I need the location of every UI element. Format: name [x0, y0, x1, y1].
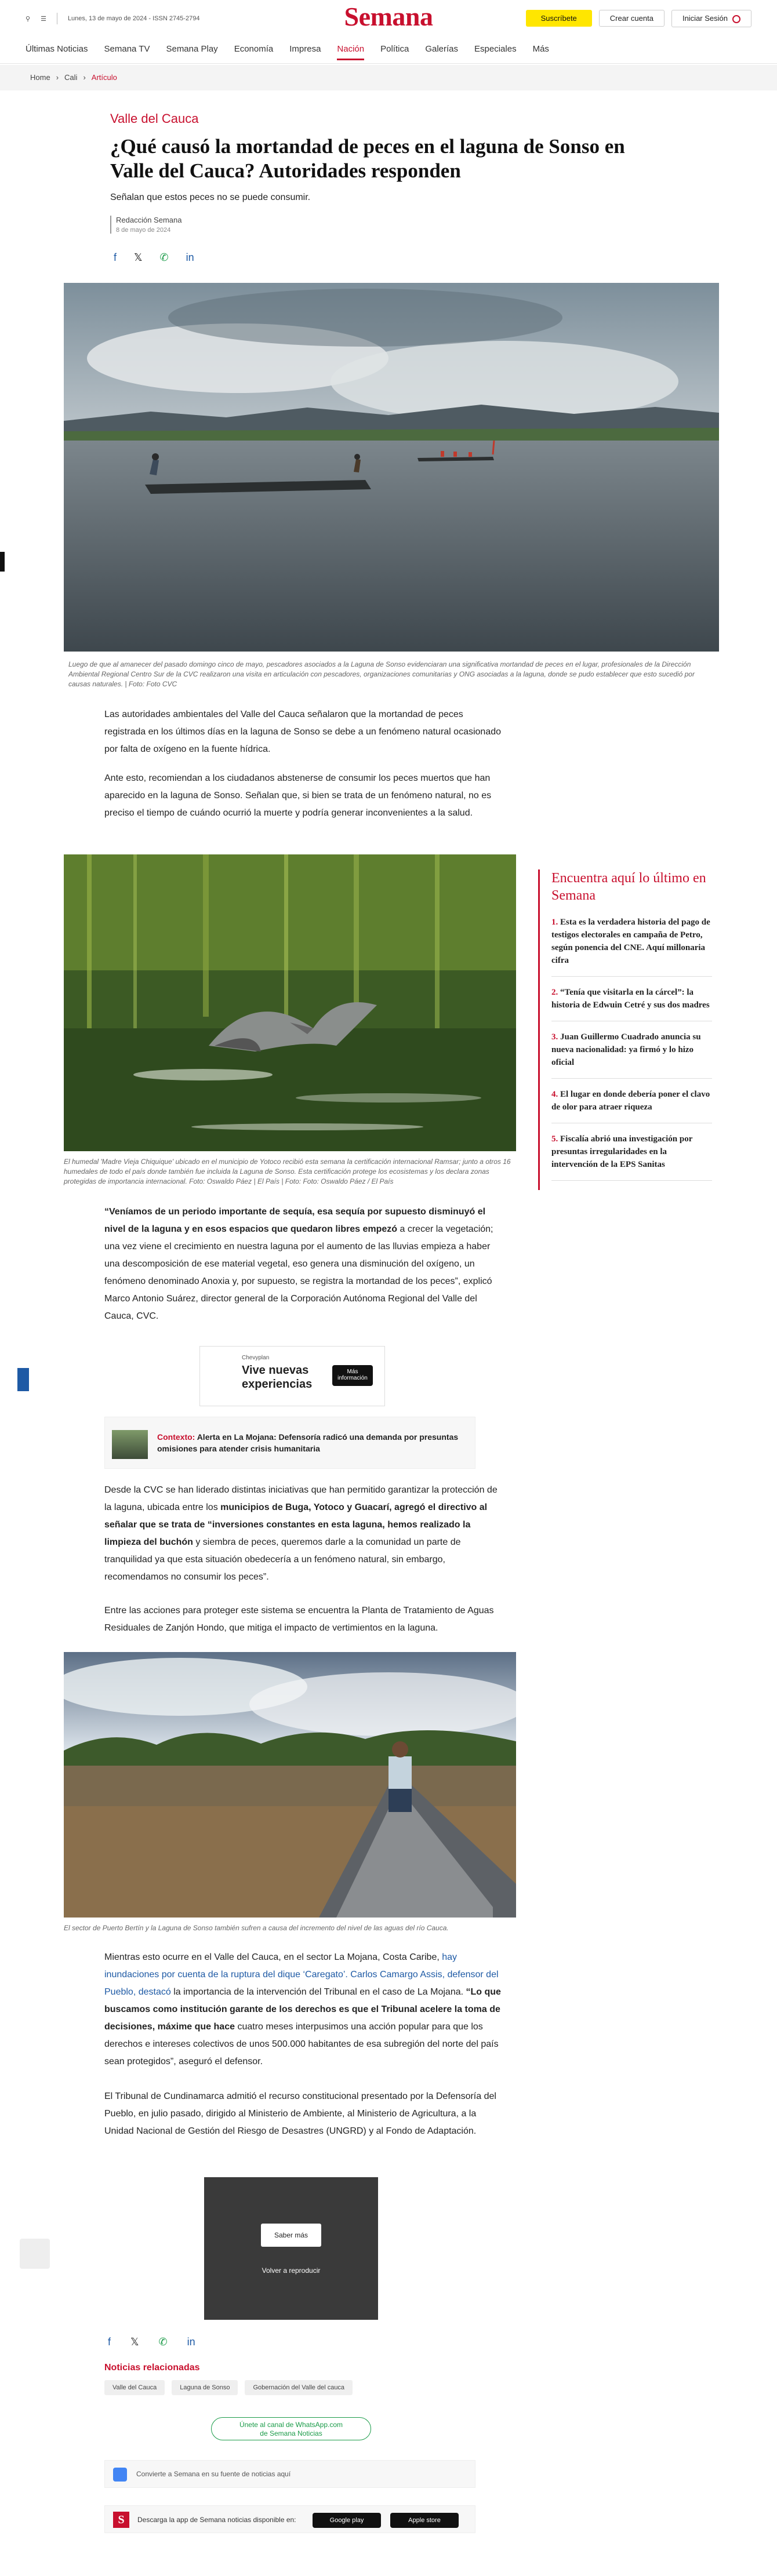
chevron-right-icon: › [56, 73, 59, 82]
section-label[interactable]: Valle del Cauca [110, 111, 199, 126]
nav-item[interactable]: Galerías [425, 44, 459, 54]
context-text [157, 1431, 459, 1454]
login-button[interactable] [671, 10, 751, 27]
photo-caption: Luego de que al amanecer del pasado domingo cinco de mayo, pescadores asociados a la Laguna de Sonso evidenciaran una significativa mortandad de peces en el lugar, profesionales de la Dirección Ambiental Regional Centro Sur de la CVC realizaron una visita en articulación con pescadores, organizaciones comunitarias y ONG asociadas a la laguna, donde se pudo establecer que esto sucedió por causas naturales. | Foto: Foto CVC [68, 660, 695, 688]
ad-line2: experiencias [242, 1378, 313, 1391]
top-left [26, 13, 199, 24]
publish-date: 8 de mayo de 2024 [116, 227, 171, 234]
nav-item[interactable]: Economía [234, 44, 274, 54]
context-card[interactable] [104, 1417, 475, 1469]
sidebar-news-item[interactable] [551, 1133, 712, 1181]
inline-link[interactable]: hay inundaciones por cuenta de la ruptura del dique ‘Caregato’. Carlos Camargo Assis, defensor del Pueblo, destacó [104, 1952, 499, 1997]
video-player[interactable] [204, 2177, 378, 2320]
facebook-icon[interactable]: f [108, 2336, 111, 2348]
x-icon[interactable]: 𝕏 [134, 252, 143, 263]
app-download-text: Descarga la app de Semana noticias disponible en: [137, 2516, 296, 2524]
nav-item[interactable]: Nación [337, 44, 364, 60]
sidebar-news-item[interactable] [551, 916, 712, 977]
subscribe-button[interactable]: Suscríbete [526, 10, 592, 27]
facebook-icon[interactable]: f [114, 252, 117, 263]
p6-start: Mientras esto ocurre en el Valle del Cauca, en el sector La Mojana, Costa Caribe, [104, 1952, 442, 1962]
left-edge-box[interactable] [20, 2239, 50, 2269]
main-nav [0, 37, 777, 64]
author-name[interactable]: Redacción Semana [116, 216, 182, 224]
photo-caption: El sector de Puerto Bertín y la Laguna de Sonso también sufren a causa del incremento del nivel de las aguas del río Cauca. [64, 1924, 449, 1932]
nav-item[interactable]: Semana TV [104, 44, 150, 54]
sidebar-title: Encuentra aquí lo último en Semana [551, 871, 706, 903]
ad-brand: Chevyplan [242, 1355, 270, 1361]
context-thumbnail [112, 1430, 148, 1459]
context-label: Contexto: [157, 1432, 195, 1442]
article-deck: Señalan que estos peces no se puede consumir. [110, 192, 311, 202]
google-news-bar[interactable] [104, 2460, 475, 2488]
account-actions [526, 10, 751, 27]
item-number: 1. [551, 918, 558, 927]
ad-cta[interactable]: Más información [332, 1365, 373, 1386]
left-edge-tab[interactable] [0, 552, 5, 572]
paragraph: El Tribunal de Cundinamarca admitió el recurso constitucional presentado por la Defensoría del Pueblo, en julio pasado, dirigido al Ministerio de Ambiente, al Ministerio de Agricultura, a la Unidad Nacional de Gestión del Riesgo de Desastres (UNGRD) y al Fondo de Adaptación. [104, 2091, 496, 2136]
quote-bold: “Veníamos de un periodo importante de sequía, esa sequía por supuesto disminuyó el nivel de la laguna y en esos espacios que quedaron libres empezó [104, 1207, 486, 1234]
search-icon[interactable]: ⚲ [26, 15, 31, 23]
ad-line1: Vive nuevas [242, 1364, 309, 1377]
related-news-title: Noticias relacionadas [104, 2363, 200, 2373]
whatsapp-line2: de Semana Noticias [260, 2429, 322, 2437]
replay-button[interactable]: Volver a reproducir [262, 2266, 321, 2275]
nav-item[interactable]: Especiales [474, 44, 517, 54]
google-news-icon [113, 2468, 127, 2482]
related-tags [104, 2380, 353, 2395]
boat-photo [64, 1652, 516, 1918]
item-headline: “Tenía que visitarla en la cárcel”: la historia de Edwuin Cetré y sus dos madres [551, 988, 710, 1010]
paragraph: Entre las acciones para proteger este sistema se encuentra la Planta de Tratamiento de Aguas Residuales de Zanjón Hondo, que mitiga el impacto de vertimientos en la laguna. [104, 1606, 494, 1633]
google-news-text: Convierte a Semana en su fuente de noticias aquí [136, 2470, 291, 2478]
p4-bold: municipios de Buga, Yotoco y Guacarí, agregó el directivo al señalar que se trata de “inversiones constantes en esta laguna, hemos realizado la limpieza del buchón [104, 1502, 488, 1547]
chevron-right-icon: › [83, 73, 86, 82]
heron-illustration [64, 854, 516, 1151]
left-edge-widget[interactable] [17, 1368, 29, 1391]
p4-start: Desde la CVC se han liderado distintas iniciativas que han permitido garantizar la protección de la laguna, ubicada entre los [104, 1485, 498, 1512]
create-account-button[interactable]: Crear cuenta [599, 10, 665, 27]
linkedin-icon[interactable]: in [187, 2336, 195, 2348]
paragraph [104, 1203, 504, 1325]
nav-item[interactable]: Política [380, 44, 409, 54]
linkedin-icon[interactable]: in [186, 252, 194, 263]
tag-chip[interactable]: Valle del Cauca [104, 2380, 165, 2395]
item-headline: Juan Guillermo Cuadrado anuncia su nueva nacionalidad: ya firmó y lo hizo oficial [551, 1032, 701, 1067]
tag-chip[interactable]: Gobernación del Valle del cauca [245, 2380, 353, 2395]
breadcrumb-cali[interactable]: Cali [64, 73, 78, 82]
share-bar [114, 252, 194, 264]
ad-banner[interactable] [199, 1346, 385, 1406]
lake-illustration [64, 283, 719, 652]
x-icon[interactable]: 𝕏 [130, 2336, 139, 2348]
latest-news-sidebar [538, 869, 712, 1190]
share-bar-bottom [108, 2336, 195, 2348]
photo-caption: El humedal 'Madre Vieja Chiquique' ubicado en el municipio de Yotoco recibió esta semana la certificación internacional Ramsar; junto a otros 16 humedales de todo el país donde también fue incluida la Laguna de Sonso. Esta certificación protege los ecosistemas y los declara zonas protegidas de importancia internacional. Foto: Oswaldo Páez | El País | Foto: Foto: Oswaldo Páez / El País [64, 1158, 511, 1185]
paragraph: Las autoridades ambientales del Valle del Cauca señalaron que la mortandad de peces registrada en los últimos días en la laguna de Sonso se debe a un fenómeno natural ocasionado por falta de oxígeno en la fuente hídrica. [104, 710, 502, 754]
nav-item[interactable]: Impresa [289, 44, 321, 54]
context-headline: Alerta en La Mojana: Defensoría radicó una demanda por presuntas omisiones para atender crisis humanitaria [157, 1432, 459, 1453]
saber-mas-button[interactable]: Saber más [261, 2224, 321, 2247]
headline: ¿Qué causó la mortandad de peces en el laguna de Sonso en Valle del Cauca? Autoridades responden [110, 135, 625, 182]
breadcrumb-home[interactable]: Home [30, 73, 50, 82]
p4-end: y siembra de peces, queremos darle a la comunidad un parte de tranquilidad ya que esta situación obedecería a un fenómeno natural, sin embargo, recomendamos no consumir los peces”. [104, 1537, 461, 1582]
top-bar [0, 0, 777, 37]
breadcrumb [30, 73, 117, 82]
item-number: 4. [551, 1090, 558, 1099]
paragraph: Ante esto, recomiendan a los ciudadanos abstenerse de consumir los peces muertos que han aparecido en la laguna de Sonso. Señalan que, si bien se trata de un fenómeno natural, no es preciso el tiempo de cuándo ocurrió la muerte y podría generar inconvenientes a la salud. [104, 773, 492, 818]
p6-bold: “Lo que buscamos como institución garante de los derechos es que el Tribunal acelere la toma de decisiones, máxime que hace [104, 1987, 501, 2032]
whatsapp-icon[interactable]: ✆ [158, 2336, 168, 2348]
whatsapp-channel-button[interactable] [211, 2417, 371, 2440]
item-headline: El lugar en donde debería poner el clavo de olor para atraer riqueza [551, 1090, 710, 1112]
sidebar-list [551, 916, 712, 1181]
item-number: 5. [551, 1134, 558, 1144]
nav-list [26, 44, 549, 60]
boat-illustration [64, 1652, 516, 1918]
item-number: 3. [551, 1032, 558, 1042]
p6-mid: la importancia de la intervención del Tribunal en el caso de La Mojana. [170, 1987, 466, 1997]
byline [110, 216, 181, 234]
menu-icon[interactable]: ☰ [41, 15, 46, 23]
sidebar-news-item[interactable] [551, 1031, 712, 1079]
nav-item[interactable]: Más [532, 44, 549, 54]
sidebar-news-item[interactable] [551, 1088, 712, 1123]
tag-chip[interactable]: Laguna de Sonso [172, 2380, 238, 2395]
paragraph [104, 1482, 504, 1586]
breadcrumb-current: Artículo [91, 73, 117, 82]
nav-item[interactable]: Últimas Noticias [26, 44, 88, 54]
user-icon [732, 15, 740, 23]
item-headline: Esta es la verdadera historia del pago de testigos electorales en campaña de Petro, según ponencia del CNE. Aquí millonaria cifra [551, 918, 710, 965]
item-number: 2. [551, 988, 558, 997]
google-play-button[interactable]: Google play [313, 2513, 381, 2528]
apple-store-button[interactable]: Apple store [390, 2513, 459, 2528]
item-headline: Fiscalía abrió una investigación por presuntas irregularidades en la intervención de la EPS Sanitas [551, 1134, 693, 1169]
p6-end: cuatro meses interpusimos una acción popular para que los derechos e intereses colectivos de unos 500.000 habitantes de esa subregión del norte del país sean protegidos”, aseguró el defensor. [104, 2022, 499, 2066]
app-download-bar [104, 2505, 475, 2533]
breadcrumb-bar [0, 65, 777, 90]
quote-rest: a crecer la vegetación; una vez viene el crecimiento en nuestra laguna por el aumento de las lluvias empieza a haber una descomposición de ese material vegetal, eso genera una disminución del oxígeno, un fenómeno denominado Anoxia y, por supuesto, se registra la mortandad de los peces”, explicó Marco Antonio Suárez, director general de la Corporación Autónoma Regional del Valle del Cauca, CVC. [104, 1224, 493, 1321]
date-line: Lunes, 13 de mayo de 2024 - ISSN 2745-2794 [67, 15, 200, 22]
heron-photo [64, 854, 516, 1151]
whatsapp-icon[interactable]: ✆ [159, 252, 169, 263]
whatsapp-line1: Únete al canal de WhatsApp.com [239, 2421, 343, 2429]
semana-logo[interactable]: Semana [344, 2, 433, 31]
hero-photo [64, 283, 719, 652]
sidebar-news-item[interactable] [551, 986, 712, 1021]
nav-item[interactable]: Semana Play [166, 44, 218, 54]
login-label: Iniciar Sesión [682, 14, 728, 23]
semana-app-icon: S [113, 2512, 129, 2528]
paragraph [104, 1949, 504, 2071]
